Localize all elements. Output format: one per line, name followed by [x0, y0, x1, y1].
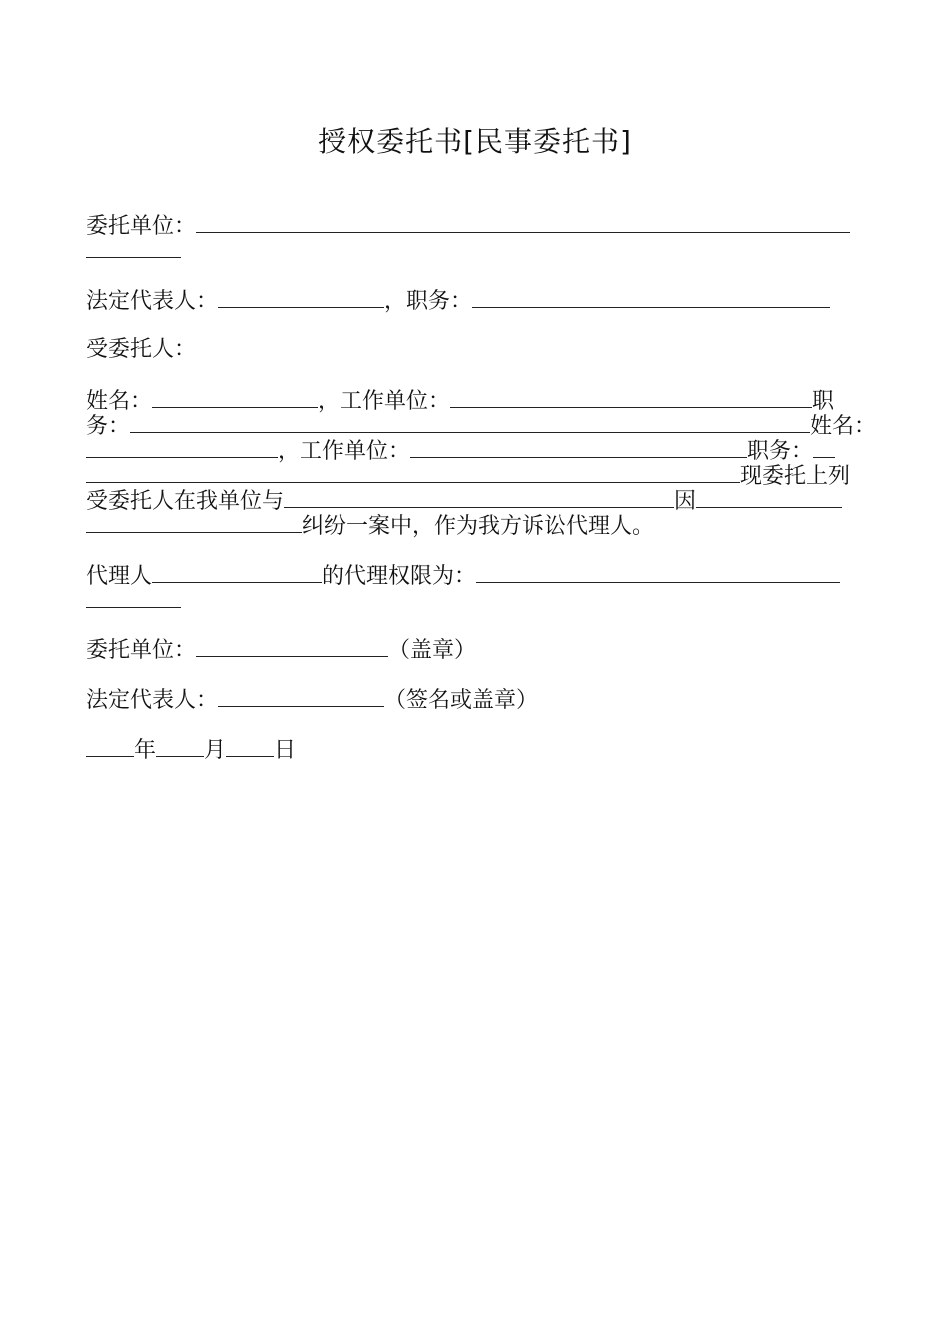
trustee-1-line: 姓名： ，工作单位： 职 — [86, 389, 835, 414]
trustee-1-unit-blank[interactable] — [450, 387, 812, 408]
opposing-party-blank[interactable] — [284, 487, 674, 508]
agent-authority-line-cont — [86, 587, 864, 614]
trustee-2-line-cont: 现委托上列 — [86, 462, 864, 489]
document-title: 授权委托书[民事委托书] — [318, 125, 632, 158]
entrusting-unit-line-cont — [86, 237, 864, 264]
authority-blank-cont[interactable] — [86, 587, 181, 608]
entrusting-unit-line: 委托单位： — [86, 212, 864, 239]
agent-authority-line: 代理人 的代理权限为： — [86, 562, 864, 589]
seal-unit-line: 委托单位： （盖章） — [86, 638, 477, 663]
seal-unit-blank[interactable] — [196, 636, 388, 657]
entrusting-unit-blank-cont[interactable] — [86, 237, 181, 258]
legal-rep-line: 法定代表人： ，职务： — [86, 287, 864, 314]
agent-name-blank[interactable] — [152, 562, 322, 583]
entrusting-unit-blank[interactable] — [196, 212, 850, 233]
trustee-2-position-blank-cont[interactable] — [86, 462, 740, 483]
trustee-2-name-blank[interactable] — [86, 437, 278, 458]
case-reason-blank[interactable] — [696, 487, 842, 508]
authority-blank[interactable] — [476, 562, 840, 583]
legal-rep-position-blank[interactable] — [472, 287, 830, 308]
trustee-1-line-cont: 务： 姓名： — [86, 414, 877, 439]
sign-rep-line: 法定代表人： （签名或盖章） — [86, 688, 539, 713]
trustee-1-name-blank[interactable] — [152, 387, 318, 408]
trustee-2-unit-blank[interactable] — [410, 437, 747, 458]
sign-rep-blank[interactable] — [218, 686, 384, 707]
trustee-2-line: ，工作单位： 职务： — [86, 437, 864, 464]
date-line: 年 月 日 — [86, 736, 864, 763]
trustee-2-position-blank[interactable] — [813, 437, 835, 458]
case-line: 受委托人在我单位与 因 — [86, 487, 864, 514]
trustee-1-position-blank[interactable] — [130, 412, 810, 433]
year-blank[interactable] — [86, 736, 134, 757]
case-reason-blank-cont[interactable] — [86, 512, 302, 533]
case-line-cont: 纠纷一案中，作为我方诉讼代理人。 — [86, 512, 864, 539]
trustee-heading: 受委托人： — [86, 337, 197, 362]
month-blank[interactable] — [156, 736, 204, 757]
day-blank[interactable] — [226, 736, 274, 757]
legal-rep-blank[interactable] — [218, 287, 384, 308]
